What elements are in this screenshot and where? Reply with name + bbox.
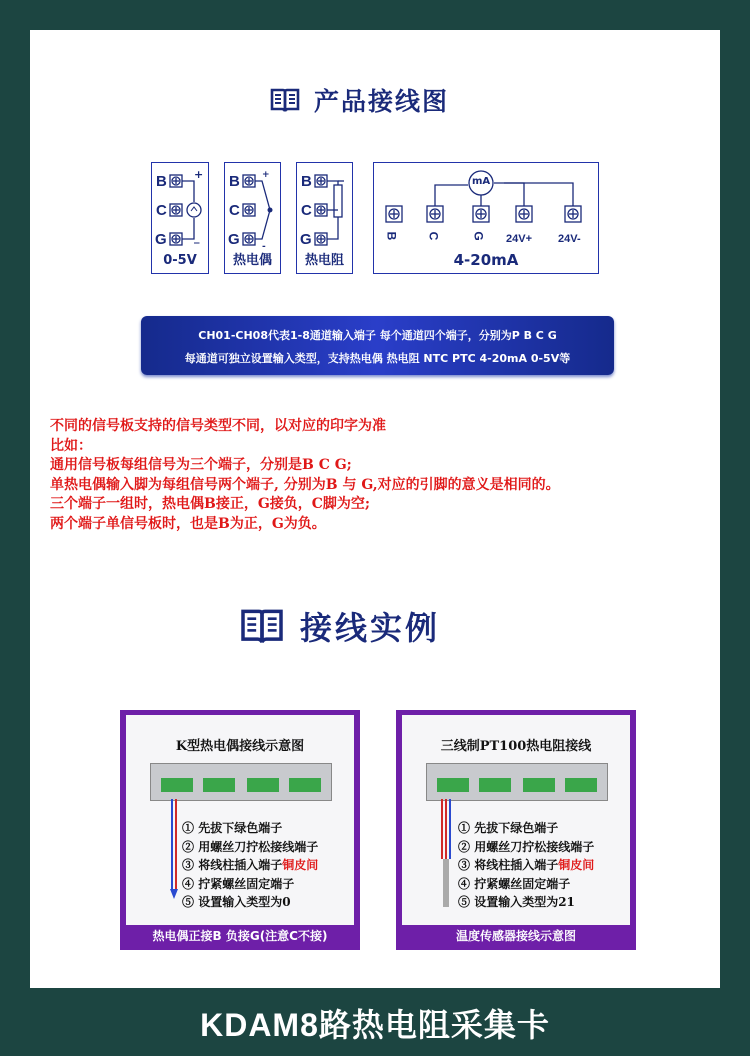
note-line: 不同的信号板支持的信号类型不同，以对应的印字为准: [50, 418, 386, 434]
step-item: ③ 将线柱插入端子铜皮间: [182, 858, 319, 872]
terminal-label-24v-minus: 24V-: [558, 233, 581, 245]
terminal-label-c: C: [426, 231, 441, 241]
note-line: 单热电偶输入脚为每组信号两个端子, 分别为B 与 G,对应的引脚的意义是相同的。: [50, 476, 560, 493]
diagram-rtd: [296, 162, 353, 274]
terminal-label-c: C: [301, 202, 312, 219]
svg-text:-: -: [262, 242, 266, 251]
step-item: ② 用螺丝刀拧松接线端子: [458, 839, 595, 854]
note-line: 三个端子一组时，热电偶B接正，G接负，C脚为空;: [50, 496, 371, 512]
step-item: ④ 拧紧螺丝固定端子: [458, 876, 571, 891]
voltage-source-wiring: [169, 171, 207, 251]
steps-list: [182, 819, 318, 912]
note-line: 通用信号板每组信号为三个端子，分别是B C G;: [50, 457, 352, 473]
terminal-label-g: G: [228, 231, 240, 248]
terminal-label-24v-plus: 24V+: [506, 233, 532, 245]
product-title: KDAM8路热电阻采集卡: [200, 1007, 550, 1043]
example-title: K型热电偶接线示意图: [175, 739, 305, 754]
example-panel-content: [402, 715, 630, 925]
terminal-label-g: G: [471, 231, 486, 241]
diagram-caption: 热电阻: [304, 253, 344, 268]
diagram-caption: 0-5V: [163, 253, 197, 268]
rtd-wiring: [314, 171, 352, 251]
example-panel-thermocouple: [120, 710, 360, 950]
section-title-text: 接线实例: [300, 609, 441, 647]
section-title-wiring: [270, 82, 449, 118]
example-footer: 温度传感器接线示意图: [455, 929, 576, 943]
minus-sign: _: [194, 231, 200, 244]
section-title-examples: [240, 603, 440, 649]
terminal-label-g: G: [155, 231, 167, 248]
acquisition-module-image: [150, 763, 332, 801]
step-item: ① 先拔下绿色端子: [182, 821, 283, 835]
step-item: ② 用螺丝刀拧松接线端子: [182, 839, 319, 854]
pt100-probe-icon: [438, 799, 454, 909]
diagram-caption: 4-20mA: [453, 251, 519, 269]
diagram-caption: 热电偶: [232, 253, 272, 268]
plus-sign: +: [194, 168, 204, 181]
thermocouple-probe-icon: [168, 799, 180, 899]
example-footer: 热电偶正接B 负接G(注意C不接): [152, 929, 328, 943]
svg-text:+: +: [262, 171, 270, 180]
terminal-label-b: B: [156, 173, 167, 190]
example-title: 三线制PT100热电阻接线: [440, 739, 592, 754]
note-line: 两个端子单信号板时，也是B为正，G为负。: [50, 515, 326, 532]
channel-info-box: [141, 316, 614, 375]
terminal-label-c: C: [156, 202, 167, 219]
terminal-label-b: B: [384, 231, 399, 241]
steps-list: [458, 819, 594, 912]
milliamp-meter-label: mA: [472, 176, 491, 187]
terminal-label-b: B: [301, 173, 312, 190]
diagram-thermocouple: [224, 162, 281, 274]
diagram-0-5v: [151, 162, 209, 274]
book-icon: [270, 87, 300, 113]
terminal-blocks: [151, 764, 331, 800]
notes-block: [50, 417, 560, 534]
step-item: ③ 将线柱插入端子铜皮间: [458, 858, 595, 872]
example-panel-pt100: [396, 710, 636, 950]
step-item: ④ 拧紧螺丝固定端子: [182, 876, 295, 891]
acquisition-module-image: [426, 763, 608, 801]
book-icon: [240, 607, 284, 645]
terminal-blocks: [427, 764, 607, 800]
section-title-text: 产品接线图: [314, 87, 450, 116]
terminal-label-g: G: [300, 231, 312, 248]
info-line-1: CH01-CH08代表1-8通道输入端子 每个通道四个端子，分别为P B C G: [198, 329, 557, 342]
step-item: ⑤ 设置输入类型为21: [458, 895, 575, 909]
terminal-label-b: B: [229, 173, 240, 190]
note-line: 比如：: [50, 437, 92, 454]
diagram-4-20ma: [373, 162, 599, 274]
example-panel-content: [126, 715, 354, 925]
thermocouple-wiring: [242, 171, 280, 251]
step-item: ⑤ 设置输入类型为0: [182, 895, 291, 909]
info-line-2: 每通道可独立设置输入类型，支持热电偶 热电阻 NTC PTC 4-20mA 0-5V等: [184, 352, 571, 365]
step-item: ① 先拔下绿色端子: [458, 821, 559, 835]
terminal-label-c: C: [229, 202, 240, 219]
